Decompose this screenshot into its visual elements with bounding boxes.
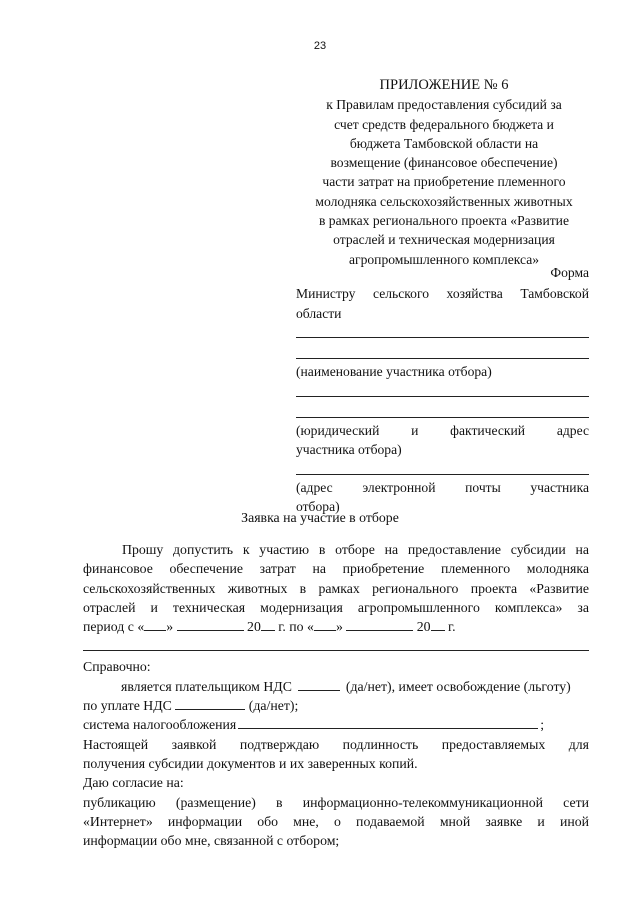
form-label: Форма xyxy=(550,265,589,280)
tax-system-line: система налогообложения ; xyxy=(83,717,545,733)
caption-address: участника отбора) xyxy=(296,442,402,457)
year-end-field[interactable] xyxy=(431,619,445,631)
appendix-title: ПРИЛОЖЕНИЕ № 6 xyxy=(379,77,509,93)
fill-line[interactable] xyxy=(296,358,589,359)
vat-exemption-field[interactable] xyxy=(175,698,245,710)
separator-line xyxy=(83,650,589,651)
tax-system-field[interactable] xyxy=(238,717,538,729)
caption-address: (юридический и фактический адрес xyxy=(296,422,589,438)
request-line: финансовое обеспечение затрат на приобретение племенного молодняка xyxy=(83,561,589,577)
fill-line[interactable] xyxy=(296,396,589,397)
appendix-line: бюджета Тамбовской области на xyxy=(349,135,539,151)
document-heading: Заявка на участие в отборе xyxy=(241,510,399,525)
consent-label: Даю согласие на: xyxy=(83,775,184,791)
month-end-field[interactable] xyxy=(346,619,413,631)
confirm-line: Настоящей заявкой подтверждаю подлинность предоставляемых для xyxy=(83,736,589,752)
appendix-line: молодняка сельскохозяйственных животных xyxy=(315,193,573,209)
appendix-line: к Правилам предоставления субсидий за xyxy=(326,97,562,113)
confirm-line: получения субсидии документов и их заверенных копий. xyxy=(83,755,418,771)
publication-line: информации обо мне, связанной с отбором; xyxy=(83,833,340,849)
request-period: период с « » 20 г. по « » 20 г. xyxy=(83,619,456,635)
fill-line[interactable] xyxy=(296,474,589,475)
caption-email: отбора) xyxy=(296,499,340,514)
year-start-field[interactable] xyxy=(261,619,275,631)
appendix-line: счет средств федерального бюджета и xyxy=(334,116,554,132)
caption-email: (адрес электронной почты участника xyxy=(296,479,589,495)
request-line: отраслей и техническая модернизация агропромышленного комплекса» за xyxy=(83,599,589,615)
fill-line[interactable] xyxy=(296,337,589,338)
fill-line[interactable] xyxy=(296,417,589,418)
request-line: сельскохозяйственных животных в рамках регионального проекта «Развитие xyxy=(83,580,589,596)
appendix-header xyxy=(296,76,592,269)
reference-label: Справочно: xyxy=(83,659,151,675)
appendix-line: агропромышленного комплекса» xyxy=(348,251,540,267)
day-end-field[interactable] xyxy=(314,619,336,631)
month-start-field[interactable] xyxy=(177,619,244,631)
vat-line: является плательщиком НДС (да/нет), имеет освобождение (льготу) xyxy=(121,678,571,694)
appendix-line: в рамках регионального проекта «Развитие xyxy=(318,213,569,229)
appendix-line: части затрат на приобретение племенного xyxy=(322,174,566,190)
publication-line: публикацию (размещение) в информационно-телекоммуникационной сети xyxy=(83,794,589,810)
recipient-line: области xyxy=(296,305,342,321)
appendix-line: отраслей и техническая модернизация xyxy=(333,232,555,248)
vat-field[interactable] xyxy=(298,679,340,691)
recipient-block xyxy=(296,284,589,517)
vat-exemption-line: по уплате НДС (да/нет); xyxy=(83,698,299,714)
document-body xyxy=(83,540,589,850)
appendix-line: возмещение (финансовое обеспечение) xyxy=(330,155,558,171)
publication-line: «Интернет» информации обо мне, о подаваемой мной заявке и иной xyxy=(83,813,589,829)
page-number: 23 xyxy=(313,40,327,52)
recipient-line: Министру сельского хозяйства Тамбовской xyxy=(296,286,589,301)
day-start-field[interactable] xyxy=(144,619,166,631)
caption-participant-name: (наименование участника отбора) xyxy=(296,364,492,379)
request-line: Прошу допустить к участию в отборе на предоставление субсидии на xyxy=(122,542,589,557)
